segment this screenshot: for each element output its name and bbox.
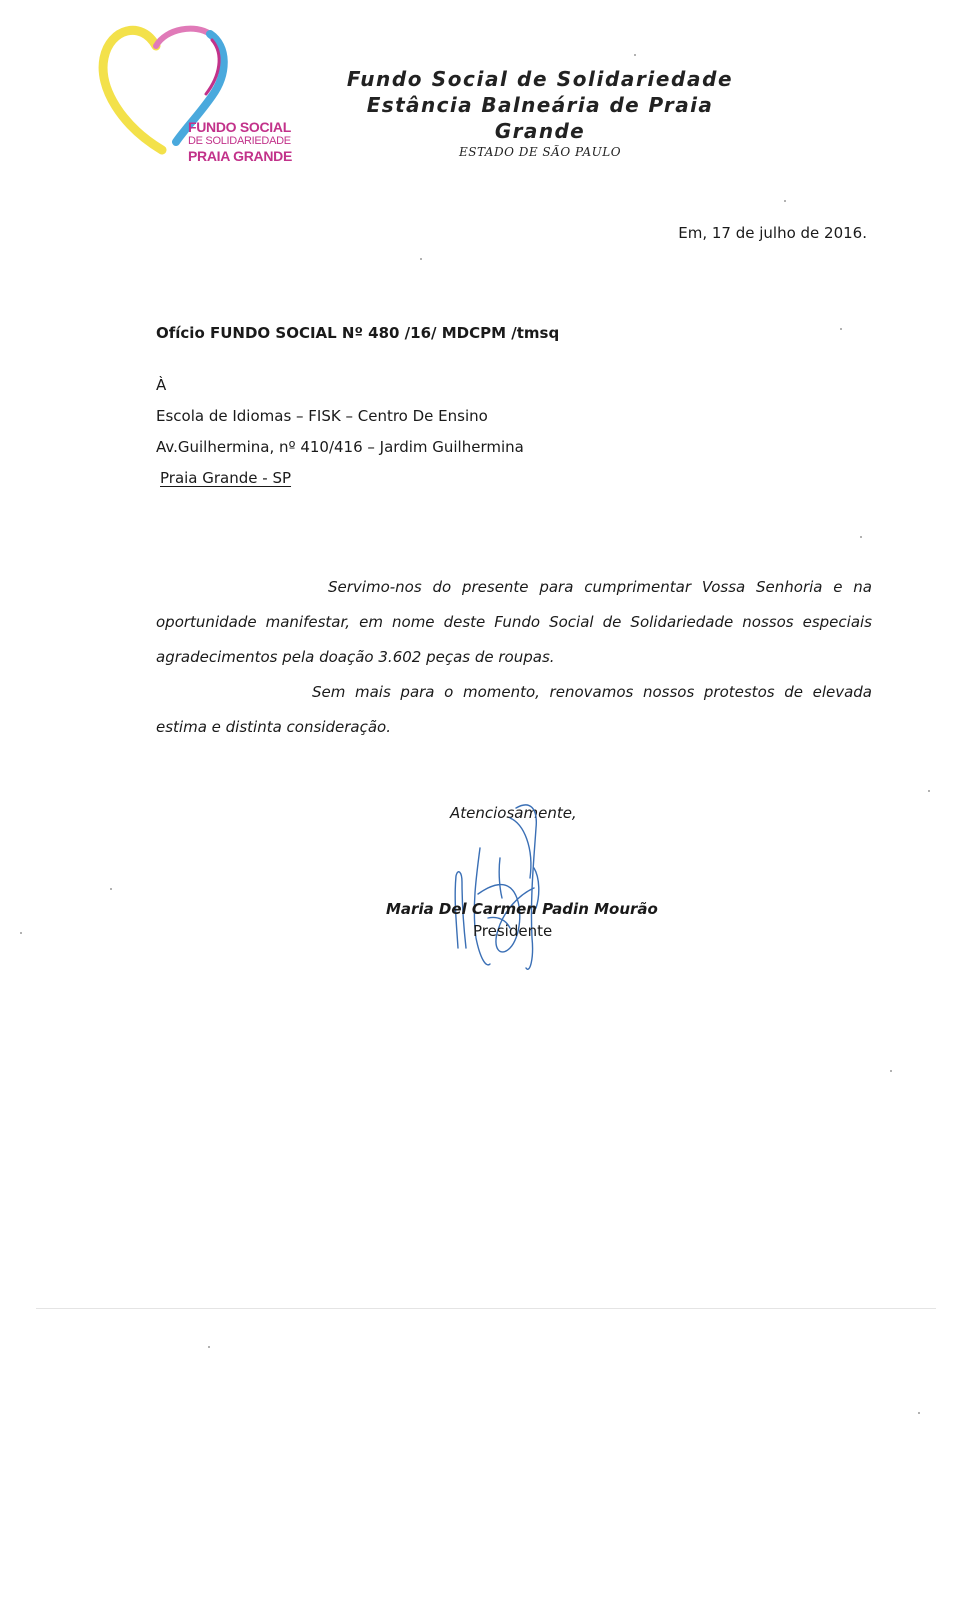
letterhead-subtitle: Estância Balneária de Praia Grande	[366, 93, 714, 143]
closing-phrase: Atenciosamente,	[450, 804, 577, 822]
logo-line-2: DE SOLIDARIEDADE	[188, 135, 291, 147]
scan-speck	[208, 1346, 210, 1348]
signer-name: Maria Del Carmen Padin Mourão	[386, 900, 658, 918]
recipient-name: Escola de Idiomas – FISK – Centro De Ensino	[156, 407, 488, 425]
scan-speck	[20, 932, 22, 934]
letterhead-state: ESTADO DE SÃO PAULO	[458, 145, 622, 159]
scan-speck	[634, 54, 636, 56]
scan-speck	[890, 1070, 892, 1072]
scan-speck	[840, 328, 842, 330]
letter-body	[156, 570, 872, 745]
scan-fold-line	[36, 1308, 936, 1309]
scan-speck	[928, 790, 930, 792]
body-paragraph-1: Servimo-nos do presente para cumprimentar Vossa Senhoria e na oportunidade manifestar, em nome deste Fundo Social de Solidariedade nossos especiais agradecimentos pela doação 3.602 peças de roupas.	[156, 578, 872, 666]
letter-date: Em, 17 de julho de 2016.	[678, 224, 867, 242]
letterhead-title: Fundo Social de Solidariedade	[346, 67, 734, 91]
signer-role: Presidente	[473, 922, 553, 940]
handwritten-signature	[440, 798, 570, 978]
logo-line-1: FUNDO SOCIAL	[188, 119, 291, 135]
recipient-salutation: À	[156, 376, 167, 394]
recipient-address: Av.Guilhermina, nº 410/416 – Jardim Guilhermina	[156, 438, 524, 456]
scan-speck	[784, 200, 786, 202]
fundo-social-logo	[92, 18, 302, 168]
body-paragraph-2: Sem mais para o momento, renovamos nossos protestos de elevada estima e distinta consideração.	[156, 683, 872, 736]
scan-speck	[918, 1412, 920, 1414]
scan-speck	[420, 258, 422, 260]
scan-speck	[110, 888, 112, 890]
recipient-block	[156, 370, 524, 494]
logo-line-3: PRAIA GRANDE	[188, 148, 292, 164]
recipient-city: Praia Grande - SP	[160, 469, 292, 487]
oficio-reference: Ofício FUNDO SOCIAL Nº 480 /16/ MDCPM /tmsq	[156, 324, 560, 342]
scan-speck	[860, 536, 862, 538]
letterhead	[320, 66, 760, 160]
